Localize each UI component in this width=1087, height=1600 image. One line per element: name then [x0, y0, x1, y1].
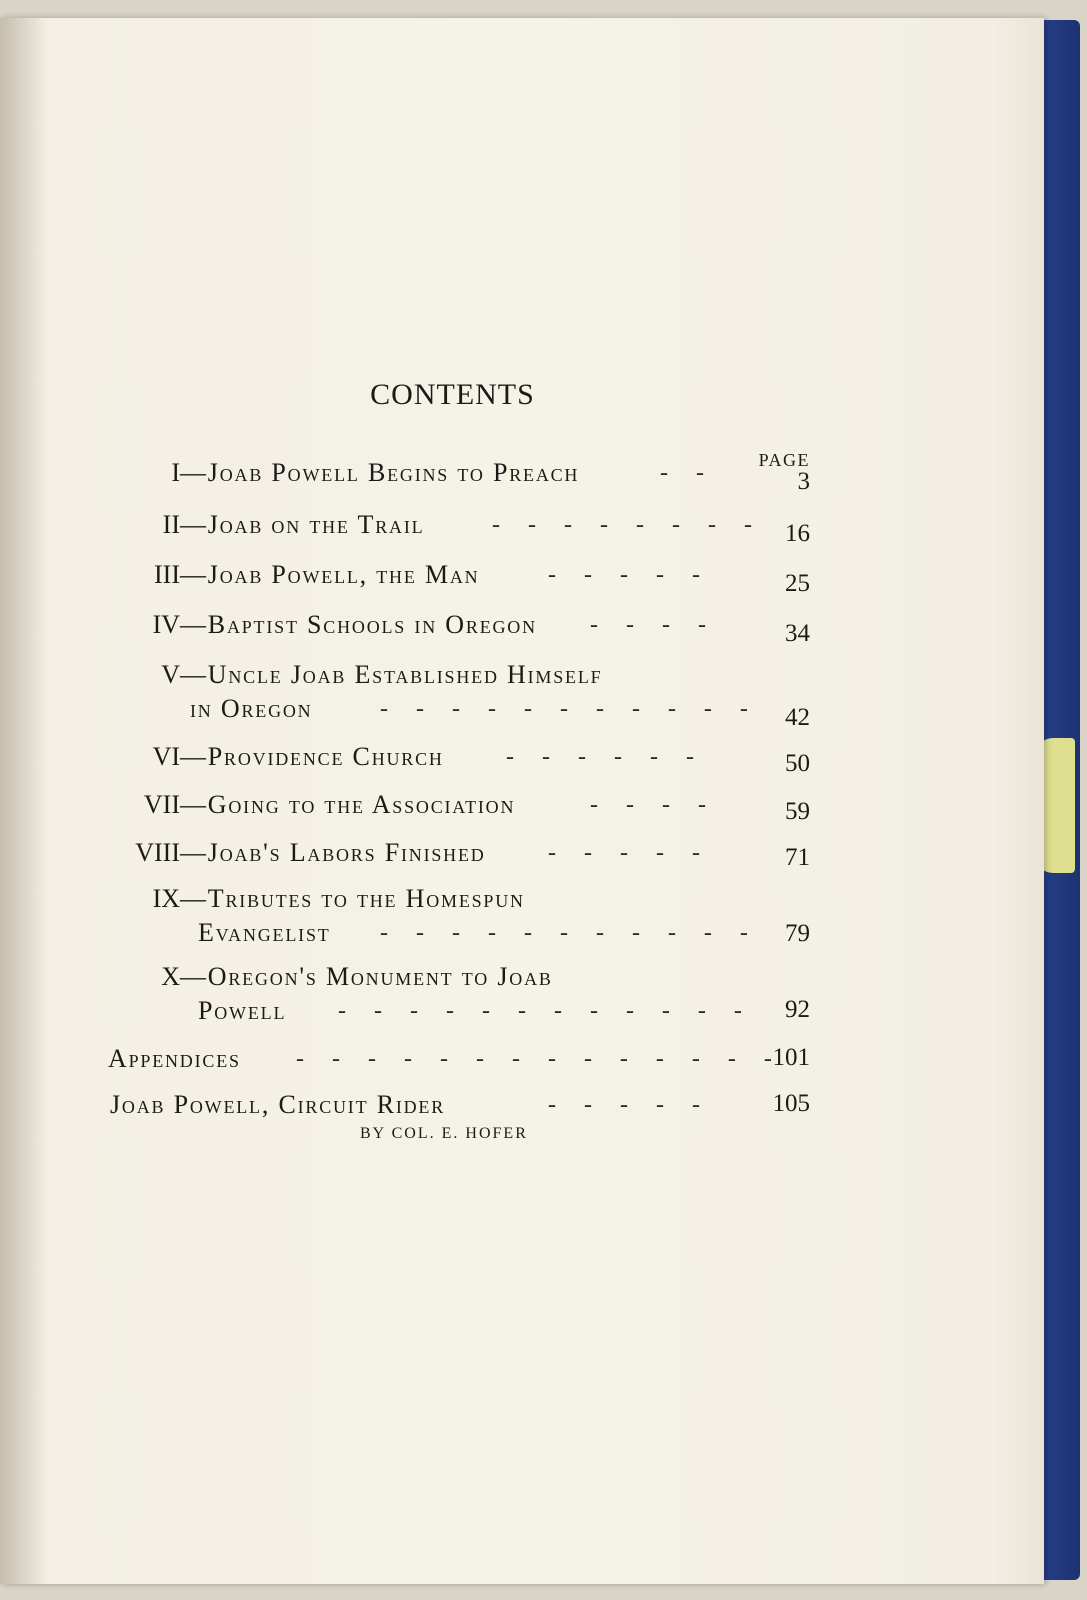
chapter-numeral: VII	[143, 790, 180, 819]
chapter-numeral: VI	[152, 742, 180, 771]
chapter-title: —Joab Powell, the Man	[180, 560, 480, 589]
page-column-header: PAGE	[758, 450, 810, 470]
chapter-title: —Joab on the Trail	[180, 510, 425, 539]
chapter-numeral: III	[154, 560, 180, 589]
chapter-title-continued: in Oregon	[190, 694, 313, 723]
contents-title: CONTENTS	[370, 378, 535, 411]
chapter-title: —Baptist Schools in Oregon	[180, 610, 537, 639]
byline: BY COL. E. HOFER	[360, 1125, 528, 1142]
chapter-title-continued: Evangelist	[198, 918, 331, 947]
page-number: 16	[785, 520, 810, 547]
dot-leader: - - - - -	[548, 840, 711, 866]
chapter-numeral: IV	[152, 610, 180, 639]
page-number: 42	[785, 704, 810, 731]
page-number: 3	[797, 468, 810, 495]
chapter-title-continued: Powell	[198, 996, 287, 1025]
page-number: 101	[772, 1044, 810, 1071]
dot-leader: - - - - - - - - - - - -	[338, 998, 753, 1024]
page-number: 71	[785, 844, 810, 871]
chapter-title: —Oregon's Monument to Joab	[180, 962, 553, 991]
dot-leader: - - - - - - - - - - -	[380, 696, 759, 722]
chapter-numeral: I	[171, 458, 180, 487]
page-number: 92	[785, 996, 810, 1023]
chapter-title: —Tributes to the Homespun	[180, 884, 525, 913]
dot-leader: - - - - - - - -	[492, 512, 763, 538]
chapter-title: —Joab's Labors Finished	[180, 838, 486, 867]
dot-leader: - - - -	[590, 792, 717, 818]
dot-leader: - - - - -	[548, 562, 711, 588]
page-number: 79	[785, 920, 810, 947]
chapter-title: —Joab Powell Begins to Preach	[180, 458, 580, 487]
dot-leader: - - - - -	[548, 1092, 711, 1118]
chapter-numeral: V	[161, 660, 180, 689]
page-number: 59	[785, 798, 810, 825]
section-title: Joab Powell, Circuit Rider	[110, 1090, 446, 1119]
chapter-numeral: X	[161, 962, 180, 991]
dot-leader: - - - - - - - - - - -	[380, 920, 759, 946]
dot-leader: - -	[660, 460, 715, 486]
dot-leader: - - - -	[590, 612, 717, 638]
page-number: 25	[785, 570, 810, 597]
dot-leader: - - - - - -	[506, 744, 705, 770]
chapter-numeral: VIII	[135, 838, 180, 867]
chapter-numeral: IX	[152, 884, 180, 913]
dot-leader: - - - - - - - - - - - - - -	[296, 1046, 783, 1072]
chapter-title: —Providence Church	[180, 742, 444, 771]
section-title: Appendices	[108, 1044, 241, 1073]
chapter-title: —Going to the Association	[180, 790, 516, 819]
page-number: 34	[785, 620, 810, 647]
page-number: 105	[772, 1090, 810, 1117]
chapter-numeral: II	[162, 510, 180, 539]
page-number: 50	[785, 750, 810, 777]
chapter-title: —Uncle Joab Established Himself	[180, 660, 603, 689]
